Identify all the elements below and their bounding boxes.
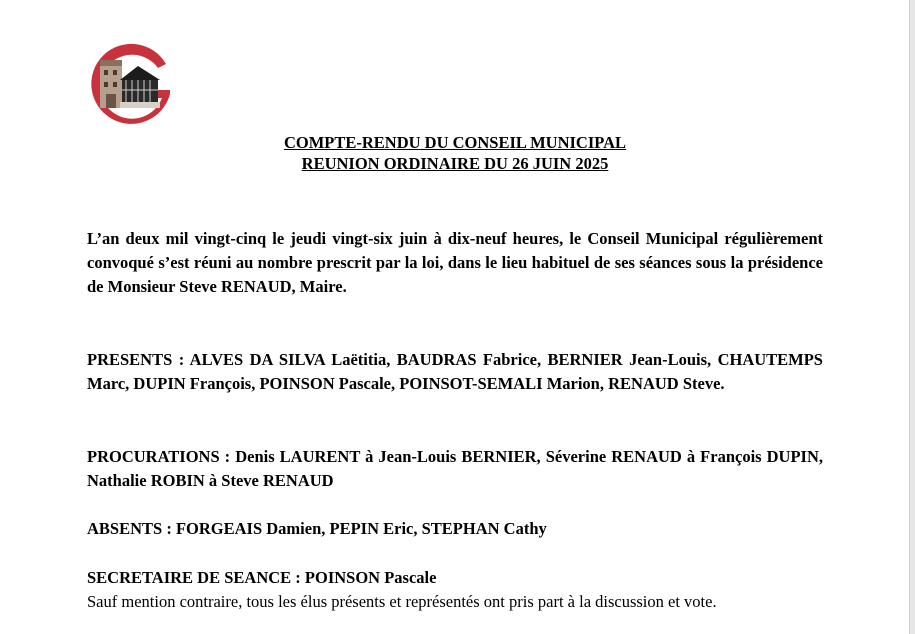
intro-paragraph: L’an deux mil vingt-cinq le jeudi vingt-six juin à dix-neuf heures, le Conseil Municipal régulièrement convoqué s’est réuni au nombre prescrit par la loi, dans le lieu habituel de ses séances sous la présidence de Monsieur Steve RENAUD, Maire.: [87, 229, 823, 296]
mention-paragraph: Sauf mention contraire, tous les élus présents et représentés ont pris part à la discussion et vote.: [87, 592, 717, 611]
secretaire-paragraph: SECRETAIRE DE SEANCE : POINSON Pascale: [87, 568, 437, 587]
title-line-1: COMPTE-RENDU DU CONSEIL MUNICIPAL: [283, 133, 627, 152]
town-logo-icon: [86, 38, 176, 130]
absents-paragraph: ABSENTS : FORGEAIS Damien, PEPIN Eric, STEPHAN Cathy: [87, 519, 547, 538]
document-title: [0, 132, 910, 174]
page-right-edge: [909, 0, 915, 634]
procurations-paragraph: PROCURATIONS : Denis LAURENT à Jean-Louis BERNIER, Séverine RENAUD à François DUPIN, Nathalie ROBIN à Steve RENAUD: [87, 447, 823, 490]
title-line-2: REUNION ORDINAIRE DU 26 JUIN 2025: [301, 154, 609, 173]
presents-paragraph: PRESENTS : ALVES DA SILVA Laëtitia, BAUDRAS Fabrice, BERNIER Jean-Louis, CHAUTEMPS Marc, DUPIN François, POINSON Pascale, POINSOT-SEMALI Marion, RENAUD Steve.: [87, 350, 823, 393]
